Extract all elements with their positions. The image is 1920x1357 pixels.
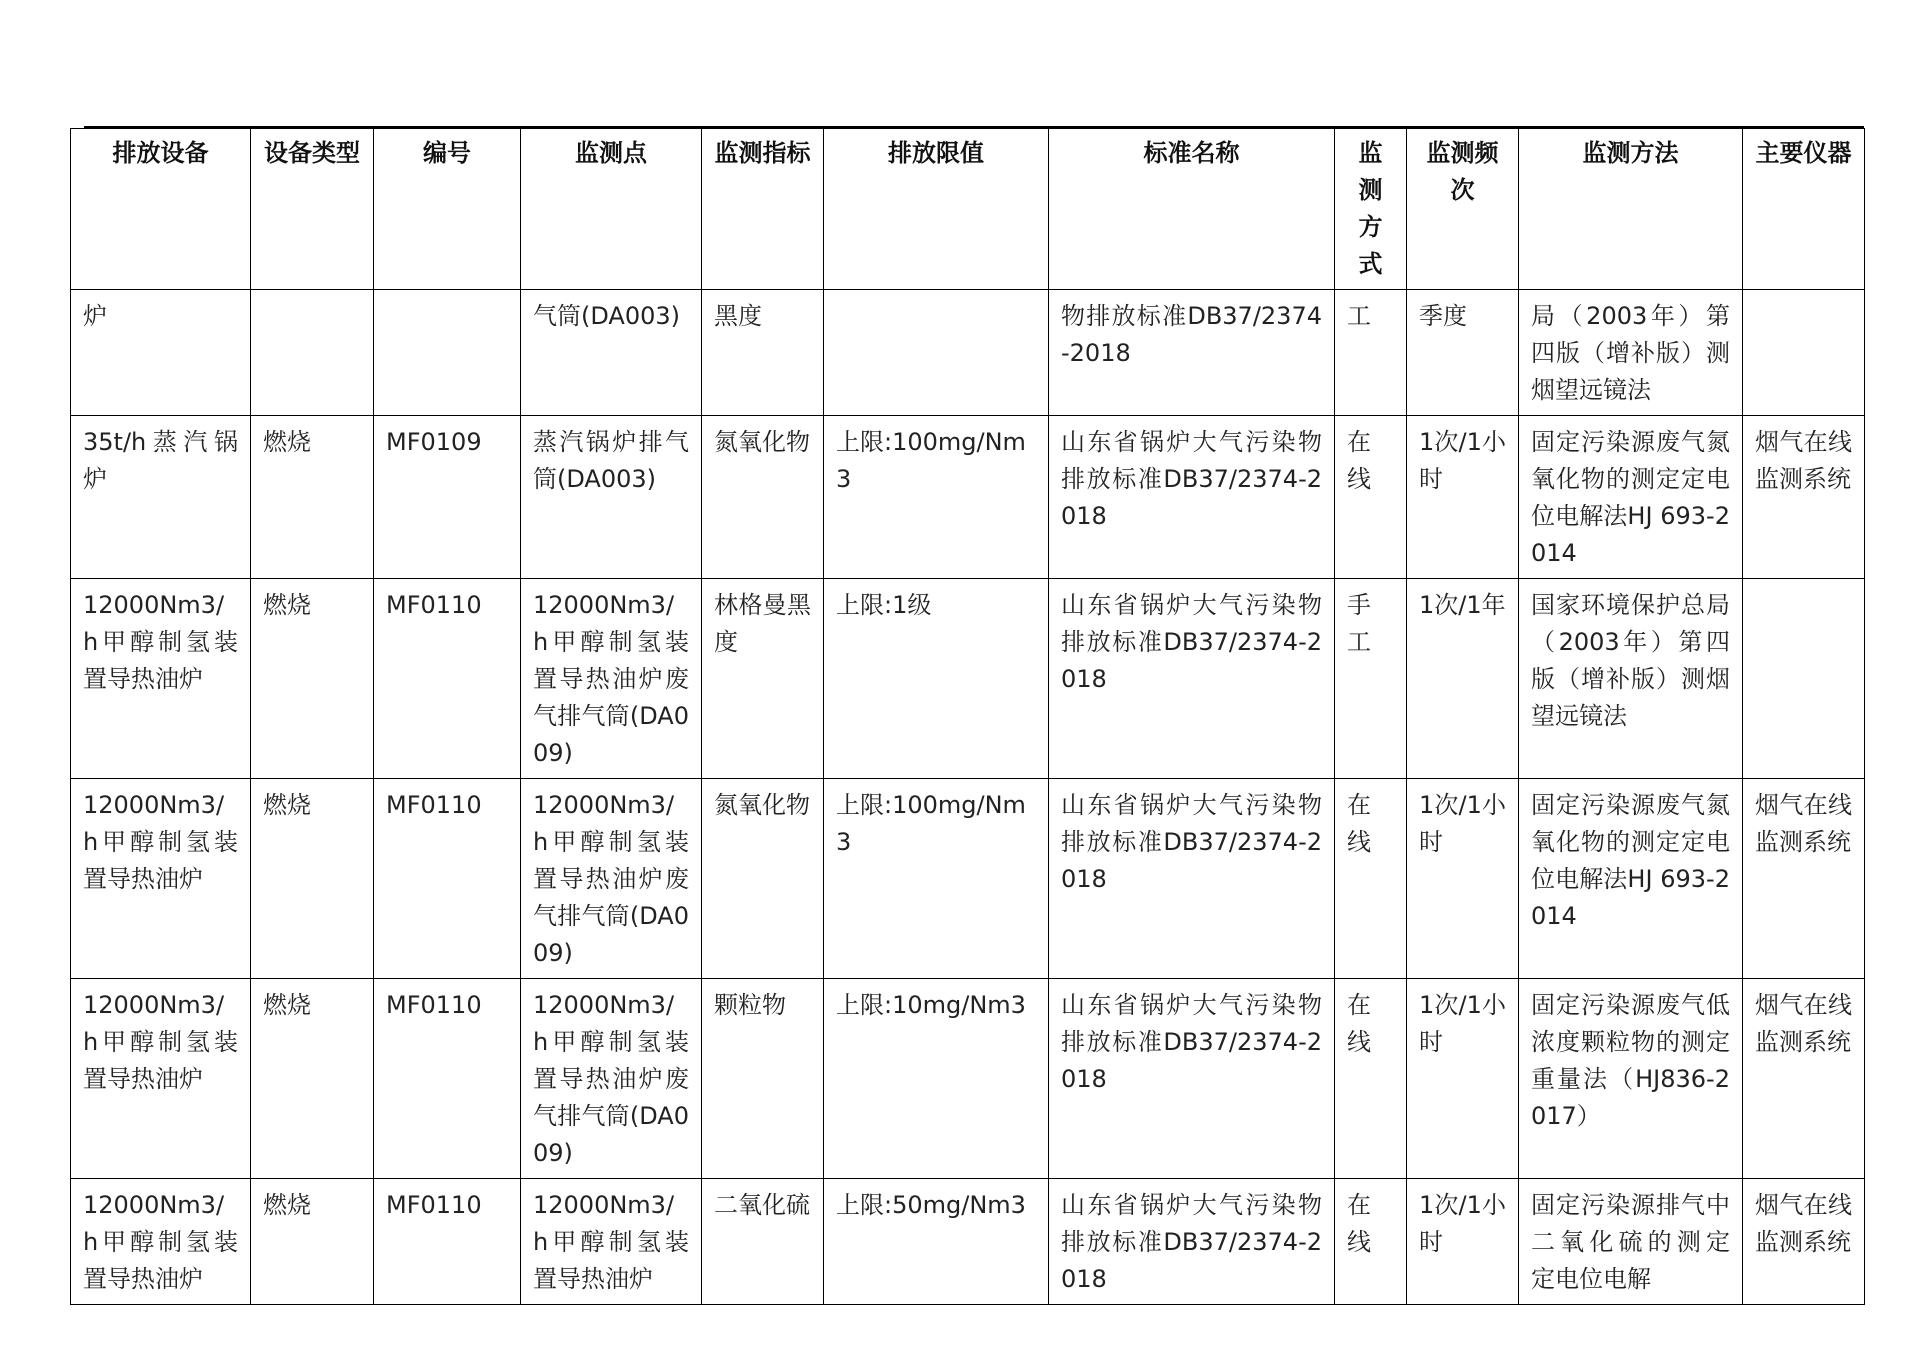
cell-code [374, 290, 521, 416]
cell-instrument: 烟气在线监测系统 [1743, 416, 1865, 579]
cell-standard: 山东省锅炉大气污染物排放标准DB37/2374-2018 [1049, 416, 1335, 579]
cell-equipment: 35t/h蒸汽锅炉 [71, 416, 251, 579]
cell-type [251, 290, 374, 416]
cell-equipment: 12000Nm3/h甲醇制氢装置导热油炉 [71, 579, 251, 779]
header-point: 监测点 [521, 129, 702, 290]
cell-equipment: 12000Nm3/h甲醇制氢装置导热油炉 [71, 979, 251, 1179]
cell-point: 12000Nm3/h甲醇制氢装置导热油炉废气排气筒(DA009) [521, 979, 702, 1179]
cell-method: 固定污染源排气中二氧化硫的测定 定电位电解 [1519, 1179, 1743, 1305]
cell-limit [824, 290, 1049, 416]
cell-point: 气筒(DA003) [521, 290, 702, 416]
table-row [71, 779, 1865, 979]
cell-method: 局（2003年）第四版（增补版）测烟望远镜法 [1519, 290, 1743, 416]
header-code: 编号 [374, 129, 521, 290]
header-equipment: 排放设备 [71, 129, 251, 290]
cell-code: MF0110 [374, 779, 521, 979]
cell-standard: 物排放标准DB37/2374-2018 [1049, 290, 1335, 416]
cell-type: 燃烧 [251, 979, 374, 1179]
cell-indicator: 黑度 [702, 290, 824, 416]
cell-indicator: 氮氧化物 [702, 416, 824, 579]
cell-frequency: 1次/1小时 [1407, 779, 1519, 979]
table-row [71, 979, 1865, 1179]
cell-type: 燃烧 [251, 579, 374, 779]
cell-equipment: 12000Nm3/h甲醇制氢装置导热油炉 [71, 779, 251, 979]
cell-limit: 上限:1级 [824, 579, 1049, 779]
cell-instrument [1743, 579, 1865, 779]
table-row [71, 1179, 1865, 1305]
cell-frequency: 1次/1小时 [1407, 416, 1519, 579]
header-type: 设备类型 [251, 129, 374, 290]
header-mode: 监测方式 [1335, 129, 1407, 290]
header-frequency: 监测频次 [1407, 129, 1519, 290]
cell-indicator: 氮氧化物 [702, 779, 824, 979]
cell-mode: 手工 [1335, 579, 1407, 779]
table-row [71, 579, 1865, 779]
cell-frequency: 1次/1年 [1407, 579, 1519, 779]
cell-mode: 在线 [1335, 979, 1407, 1179]
cell-instrument: 烟气在线监测系统 [1743, 779, 1865, 979]
cell-mode: 在线 [1335, 779, 1407, 979]
cell-mode: 在线 [1335, 1179, 1407, 1305]
cell-indicator: 颗粒物 [702, 979, 824, 1179]
cell-type: 燃烧 [251, 416, 374, 579]
cell-mode: 工 [1335, 290, 1407, 416]
cell-point: 12000Nm3/h甲醇制氢装置导热油炉废气排气筒(DA009) [521, 779, 702, 979]
cell-frequency: 1次/1小时 [1407, 1179, 1519, 1305]
header-indicator: 监测指标 [702, 129, 824, 290]
cell-point: 12000Nm3/h甲醇制氢装置导热油炉 [521, 1179, 702, 1305]
header-standard: 标准名称 [1049, 129, 1335, 290]
header-method: 监测方法 [1519, 129, 1743, 290]
header-limit: 排放限值 [824, 129, 1049, 290]
cell-instrument [1743, 290, 1865, 416]
cell-standard: 山东省锅炉大气污染物排放标准DB37/2374-2018 [1049, 979, 1335, 1179]
cell-type: 燃烧 [251, 779, 374, 979]
cell-frequency: 1次/1小时 [1407, 979, 1519, 1179]
cell-standard: 山东省锅炉大气污染物排放标准DB37/2374-2018 [1049, 579, 1335, 779]
cell-code: MF0109 [374, 416, 521, 579]
header-instrument: 主要仪器 [1743, 129, 1865, 290]
cell-mode: 在线 [1335, 416, 1407, 579]
cell-method: 固定污染源废气氮氧化物的测定定电位电解法HJ 693-2014 [1519, 416, 1743, 579]
cell-code: MF0110 [374, 979, 521, 1179]
cell-equipment: 12000Nm3/h甲醇制氢装置导热油炉 [71, 1179, 251, 1305]
cell-point: 12000Nm3/h甲醇制氢装置导热油炉废气排气筒(DA009) [521, 579, 702, 779]
cell-indicator: 二氧化硫 [702, 1179, 824, 1305]
cell-indicator: 林格曼黑度 [702, 579, 824, 779]
cell-standard: 山东省锅炉大气污染物排放标准DB37/2374-2018 [1049, 1179, 1335, 1305]
cell-method: 固定污染源废气氮氧化物的测定定电位电解法HJ 693-2014 [1519, 779, 1743, 979]
cell-equipment: 炉 [71, 290, 251, 416]
cell-limit: 上限:100mg/Nm3 [824, 779, 1049, 979]
cell-instrument: 烟气在线监测系统 [1743, 979, 1865, 1179]
cell-code: MF0110 [374, 1179, 521, 1305]
table-row [71, 416, 1865, 579]
table-header-row [71, 129, 1865, 290]
cell-limit: 上限:100mg/Nm3 [824, 416, 1049, 579]
cell-frequency: 季度 [1407, 290, 1519, 416]
monitoring-table [70, 128, 1865, 1305]
cell-limit: 上限:10mg/Nm3 [824, 979, 1049, 1179]
cell-instrument: 烟气在线监测系统 [1743, 1179, 1865, 1305]
cell-method: 固定污染源废气低浓度颗粒物的测定 重量法（HJ836-2017） [1519, 979, 1743, 1179]
cell-standard: 山东省锅炉大气污染物排放标准DB37/2374-2018 [1049, 779, 1335, 979]
cell-point: 蒸汽锅炉排气筒(DA003) [521, 416, 702, 579]
cell-method: 国家环境保护总局（2003年）第四版（增补版）测烟望远镜法 [1519, 579, 1743, 779]
cell-type: 燃烧 [251, 1179, 374, 1305]
table-row [71, 290, 1865, 416]
cell-limit: 上限:50mg/Nm3 [824, 1179, 1049, 1305]
cell-code: MF0110 [374, 579, 521, 779]
